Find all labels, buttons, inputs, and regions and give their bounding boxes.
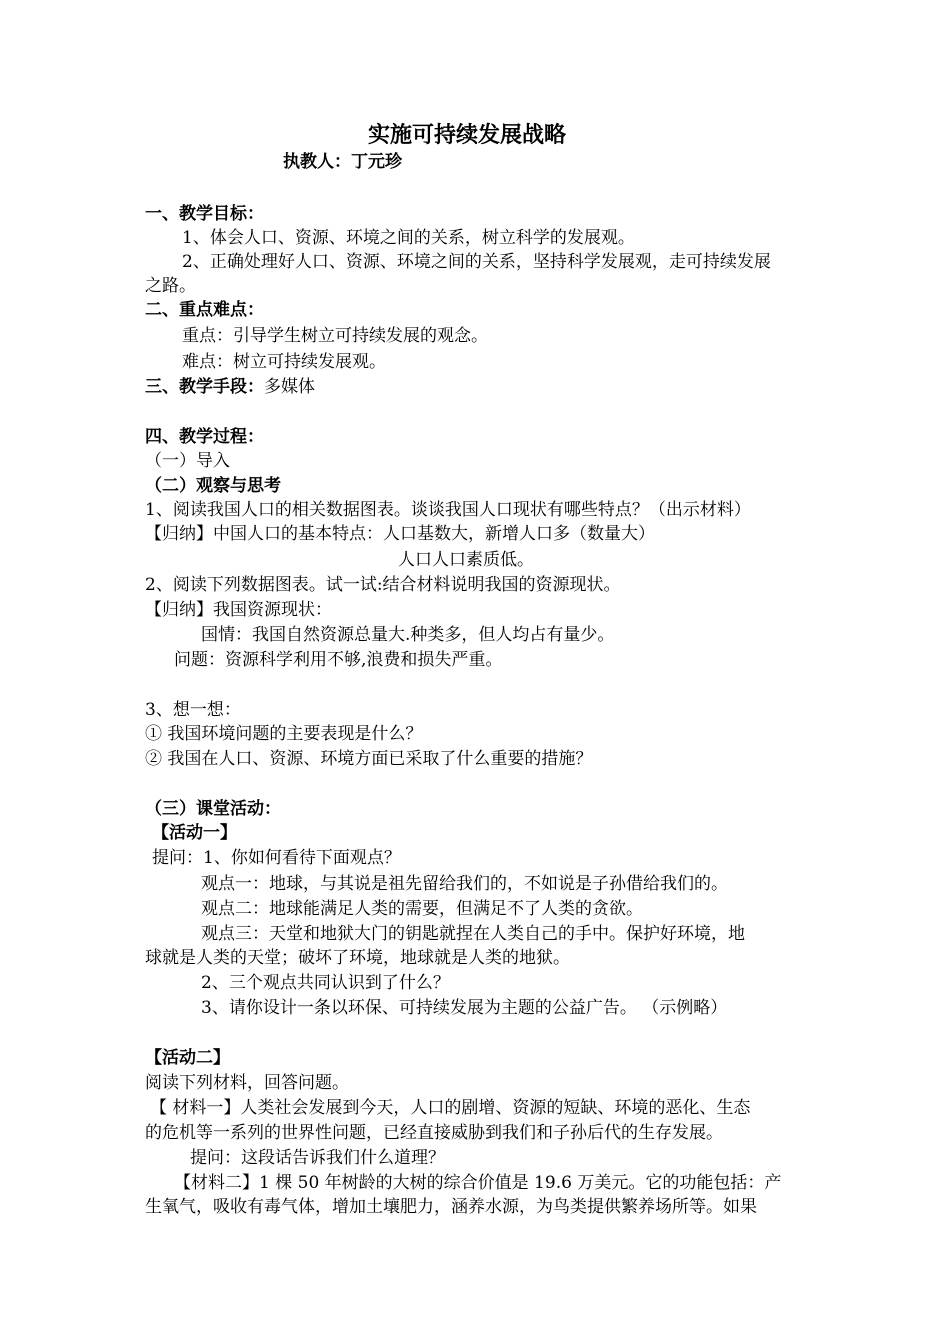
view-2: 观点二：地球能满足人类的需要，但满足不了人类的贪欲。 xyxy=(201,899,643,919)
key-point: 重点：引导学生树立可持续发展的观念。 xyxy=(182,326,488,346)
objective-2-line1: 2、正确处理好人口、资源、环境之间的关系，坚持科学发展观，走可持续发展 xyxy=(182,252,771,272)
difficult-point: 难点：树立可持续发展观。 xyxy=(182,352,386,372)
question-3: 3、想一想： xyxy=(145,700,241,720)
teacher-line: 执教人：丁元珍 xyxy=(283,152,402,172)
question-3-item-1: ① 我国环境问题的主要表现是什么？ xyxy=(145,724,423,744)
summary-1-line2: 人口人口素质低。 xyxy=(398,550,534,570)
material-2-line2: 生氧气，吸收有毒气体，增加土壤肥力，涵养水源，为鸟类提供繁养场所等。如果 xyxy=(145,1197,757,1217)
objective-2-line2: 之路。 xyxy=(145,276,196,296)
activity-1-ask-1: 提问：1、你如何看待下面观点？ xyxy=(152,848,401,868)
section-key-points-heading: 二、重点难点： xyxy=(145,300,264,320)
summary-2: 【归纳】我国资源现状： xyxy=(145,600,332,620)
national-condition: 国情：我国自然资源总量大.种类多，但人均占有量少。 xyxy=(201,625,615,645)
activity-1-ask-3: 3、请你设计一条以环保、可持续发展为主题的公益广告。 （示例略） xyxy=(201,998,728,1018)
view-1: 观点一：地球，与其说是祖先留给我们的，不如说是子孙借给我们的。 xyxy=(201,874,728,894)
section-process-heading: 四、教学过程： xyxy=(145,427,264,447)
activity-heading: （三）课堂活动： xyxy=(145,799,281,819)
activity-2-instruction: 阅读下列材料，回答问题。 xyxy=(145,1073,349,1093)
process-intro: （一）导入 xyxy=(145,451,230,471)
process-observe-heading: （二）观察与思考 xyxy=(145,476,281,496)
view-3-line2: 球就是人类的天堂；破坏了环境，地球就是人类的地狱。 xyxy=(145,948,570,968)
activity-1-heading: 【活动一】 xyxy=(152,823,237,843)
question-2: 2、阅读下列数据图表。试一试:结合材料说明我国的资源现状。 xyxy=(145,575,621,595)
material-1-line1: 【 材料一】人类社会发展到今天，人口的剧增、资源的短缺、环境的恶化、生态 xyxy=(150,1098,751,1118)
summary-1-line1: 【归纳】中国人口的基本特点：人口基数大，新增人口多（数量大） xyxy=(145,524,655,544)
material-1-line2: 的危机等一系列的世界性问题，已经直接威胁到我们和子孙后代的生存发展。 xyxy=(145,1123,723,1143)
objective-1: 1、体会人口、资源、环境之间的关系，树立科学的发展观。 xyxy=(182,228,635,248)
section-means-value: 多媒体 xyxy=(264,377,315,397)
question-1: 1、阅读我国人口的相关数据图表。谈谈我国人口现状有哪些特点？（出示材料） xyxy=(145,500,751,520)
activity-1-ask-2: 2、三个观点共同认识到了什么？ xyxy=(201,973,450,993)
section-objectives-heading: 一、教学目标： xyxy=(145,204,264,224)
resource-problem: 问题：资源科学利用不够,浪费和损失严重。 xyxy=(174,650,503,670)
section-means-heading: 三、教学手段： xyxy=(145,377,264,397)
material-1-question: 提问：这段话告诉我们什么道理？ xyxy=(190,1148,445,1168)
section-means xyxy=(145,375,315,399)
question-3-item-2: ② 我国在人口、资源、环境方面已采取了什么重要的措施？ xyxy=(145,749,593,769)
document-title: 实施可持续发展战略 xyxy=(368,123,567,148)
activity-2-heading: 【活动二】 xyxy=(145,1048,230,1068)
material-2-line1: 【材料二】1 棵 50 年树龄的大树的综合价值是 19.6 万美元。它的功能包括：产 xyxy=(174,1173,782,1193)
view-3-line1: 观点三：天堂和地狱大门的钥匙就捏在人类自己的手中。保护好环境，地 xyxy=(201,924,745,944)
